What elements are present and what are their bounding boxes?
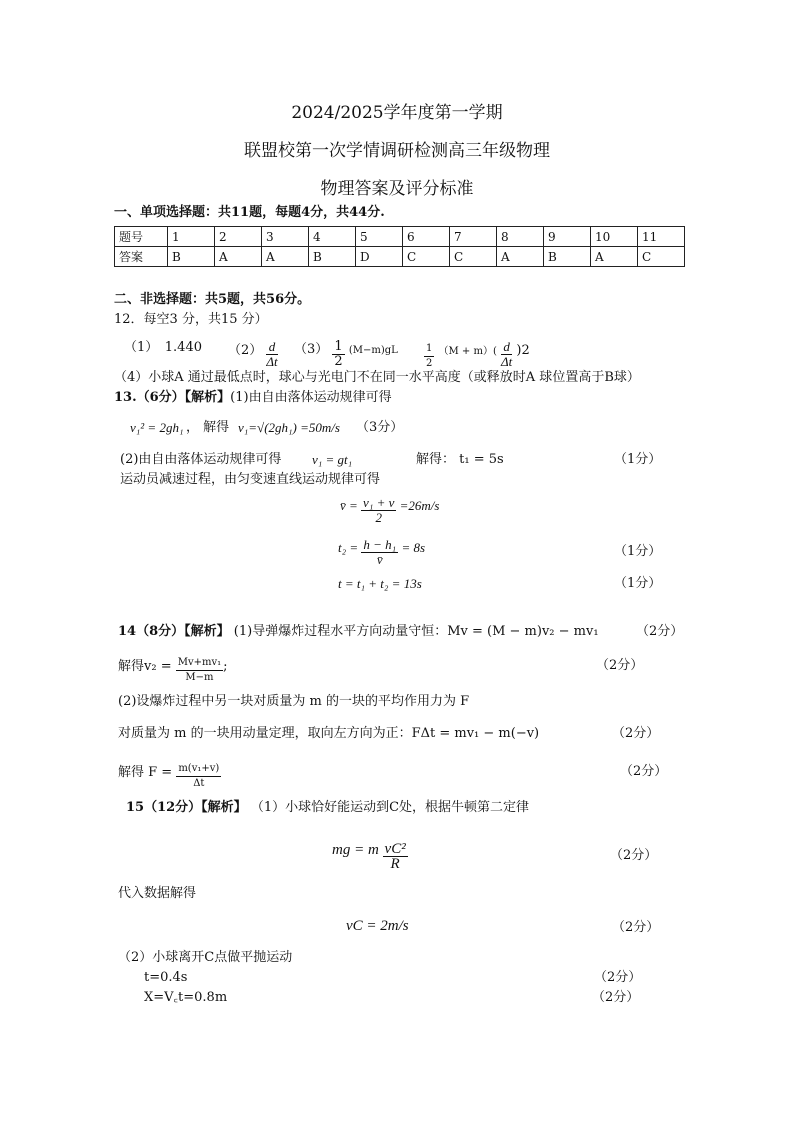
fraction-numerator: Mv+mv₁ <box>176 656 223 671</box>
q13-eq4-fraction <box>361 538 398 567</box>
q15-line4: t=0.4s <box>144 970 188 985</box>
table-cell: A <box>262 247 309 267</box>
table-cell: B <box>168 247 215 267</box>
fraction-denominator: 2 <box>426 358 433 369</box>
table-cell: 9 <box>544 227 591 247</box>
q12-part1: （1） 1.440 <box>124 340 202 355</box>
q12-part3-expr: (M−m)gL <box>348 345 398 356</box>
q12-part2-label: （2） <box>228 343 263 358</box>
q14-head-line <box>118 624 599 640</box>
eq-lhs: 解得 F = <box>118 765 173 780</box>
table-cell: 10 <box>591 227 638 247</box>
fraction-numerator: v₁ + v <box>363 495 395 510</box>
table-cell: B <box>309 247 356 267</box>
q13-eq5: t = t₁ + t₂ = 13s <box>338 576 422 591</box>
q14-line1-score: （2分） <box>636 624 684 639</box>
table-cell-label: 答案 <box>115 247 168 267</box>
q13-eq1-score: （3分） <box>356 420 404 435</box>
q14-head: 14（8分）【解析】 <box>118 624 230 639</box>
q12-part3b <box>424 340 530 371</box>
q12-part3b-close: )2 <box>516 343 530 358</box>
q15-eq1 <box>332 842 408 871</box>
q15-eq1-score: （2分） <box>610 848 658 863</box>
q13-head-line <box>114 390 392 406</box>
section1-heading: 一、单项选择题：共11题，每题4分，共44分. <box>114 205 385 220</box>
eq-lhs: mg = m <box>332 842 379 858</box>
fraction-numerator: h − h₁ <box>363 537 397 552</box>
q14-line2-score: （2分） <box>596 658 644 673</box>
fraction-denominator: R <box>390 856 400 872</box>
fraction-numerator: d <box>266 340 277 355</box>
q13-eq3-fraction <box>361 496 396 525</box>
q15-line2: 代入数据解得 <box>118 886 197 901</box>
q12-part3b-mass: （M + m）( <box>438 346 497 357</box>
table-cell: C <box>450 247 497 267</box>
eq-lhs: t₂ = <box>338 540 359 555</box>
q15-line5: X=V꜀t=0.8m <box>144 990 228 1005</box>
q15-eq2-score: （2分） <box>612 920 660 935</box>
q13-head-rest: (1)由自由落体运动规律可得 <box>230 390 392 405</box>
table-cell: A <box>591 247 638 267</box>
q13-eq1-mid: ， 解得 <box>186 420 230 435</box>
q13-eq1-solution: v₁=√(2gh₁) =50m/s <box>238 420 340 435</box>
fraction-denominator: 2 <box>334 354 343 369</box>
table-cell: 7 <box>450 227 497 247</box>
table-cell: 4 <box>309 227 356 247</box>
table-cell-label: 题号 <box>115 227 168 247</box>
eq-end: ; <box>223 659 228 674</box>
q15-line3: （2）小球离开C点做平抛运动 <box>118 950 293 965</box>
q15-line1: （1）小球恰好能运动到C处，根据牛顿第二定律 <box>250 800 530 815</box>
q12-head: 12．每空3 分，共15 分） <box>114 312 268 327</box>
q12-part2 <box>228 340 278 369</box>
answer-table <box>114 226 685 267</box>
table-cell: B <box>544 247 591 267</box>
q12-part3b-half <box>424 342 434 371</box>
q14-line5-score: （2分） <box>620 764 668 779</box>
q14-line5-fraction <box>176 762 221 791</box>
table-cell: A <box>215 247 262 267</box>
eq-rhs: = 8s <box>401 540 426 555</box>
table-cell: 2 <box>215 227 262 247</box>
table-cell: 3 <box>262 227 309 247</box>
fraction-numerator: 1 <box>424 342 434 357</box>
fraction-numerator: d <box>501 340 512 355</box>
q14-line3: (2)设爆炸过程中另一块对质量为 m 的一块的平均作用力为 F <box>118 694 470 709</box>
doc-title-exam: 联盟校第一次学情调研检测高三年级物理 <box>244 141 550 161</box>
fraction-denominator: Δt <box>266 354 278 369</box>
q12-part3-fraction <box>332 340 344 369</box>
table-cell: 5 <box>356 227 403 247</box>
q13-line2-solution: 解得： t₁ = 5s <box>416 452 504 467</box>
q12-part4: （4）小球A 通过最低点时，球心与光电门不在同一水平高度（或释放时A 球位置高于B球） <box>114 370 640 385</box>
q15-line5-score: （2分） <box>592 990 640 1005</box>
q15-eq1-fraction <box>383 842 408 871</box>
q14-line2-fraction <box>176 656 223 685</box>
table-cell: 8 <box>497 227 544 247</box>
q13-eq4 <box>338 538 425 567</box>
q14-line2 <box>118 656 228 685</box>
doc-title-year: 2024/2025学年度第一学期 <box>291 103 503 123</box>
q12-part2-fraction <box>266 340 277 369</box>
q15-head-line <box>126 800 529 816</box>
table-cell: D <box>356 247 403 267</box>
q12-part3b-fraction <box>501 340 512 369</box>
section2-heading: 二、非选择题：共5题，共56分。 <box>114 292 311 307</box>
eq-lhs: v̄ = <box>340 498 358 513</box>
fraction-denominator: Δt <box>501 354 513 369</box>
q15-line4-score: （2分） <box>594 970 642 985</box>
q13-eq4-score: （1分） <box>614 544 662 559</box>
table-cell: 11 <box>638 227 685 247</box>
fraction-numerator: m(v₁+v) <box>176 762 221 777</box>
q15-eq2: vC = 2m/s <box>346 918 409 934</box>
q14-line5 <box>118 762 221 791</box>
q14-line1: (1)导弹爆炸过程水平方向动量守恒：Mv = (M − m)v₂ − mv₁ <box>233 624 599 639</box>
q13-head: 13.（6分）【解析】 <box>114 390 231 405</box>
fraction-denominator: v̄ <box>376 552 383 567</box>
fraction-denominator: M−m <box>185 672 214 683</box>
q12-part3 <box>294 340 398 369</box>
table-cell: C <box>403 247 450 267</box>
table-row-numbers <box>115 227 685 247</box>
q13-eq3 <box>340 496 439 525</box>
q12-part3-label: （3） <box>294 342 329 357</box>
table-cell: C <box>638 247 685 267</box>
table-cell: A <box>497 247 544 267</box>
q13-line3: 运动员减速过程，由匀变速直线运动规律可得 <box>120 472 381 487</box>
eq-lhs: 解得v₂ = <box>118 659 172 674</box>
table-cell: 1 <box>168 227 215 247</box>
fraction-numerator: 1 <box>334 339 343 354</box>
fraction-denominator: 2 <box>375 510 382 525</box>
fraction-numerator: vC² <box>384 841 406 857</box>
fraction-denominator: Δt <box>193 778 205 789</box>
table-cell: 6 <box>403 227 450 247</box>
eq-rhs: =26m/s <box>399 498 440 513</box>
q14-line4: 对质量为 m 的一块用动量定理，取向左方向为正：FΔt = mv₁ − m(−v) <box>118 726 540 741</box>
q14-line4-score: （2分） <box>612 726 660 741</box>
q13-line2: (2)由自由落体运动规律可得 <box>120 452 282 467</box>
q13-eq5-score: （1分） <box>614 576 662 591</box>
q13-line2-score: （1分） <box>614 452 662 467</box>
q15-head: 15（12分）【解析】 <box>126 800 247 815</box>
table-row-answers <box>115 247 685 267</box>
q13-line2-eq: v₁ = gt₁ <box>312 452 353 467</box>
doc-title-answer: 物理答案及评分标准 <box>320 179 474 199</box>
q13-eq1: v₁² = 2gh₁ <box>130 420 184 435</box>
